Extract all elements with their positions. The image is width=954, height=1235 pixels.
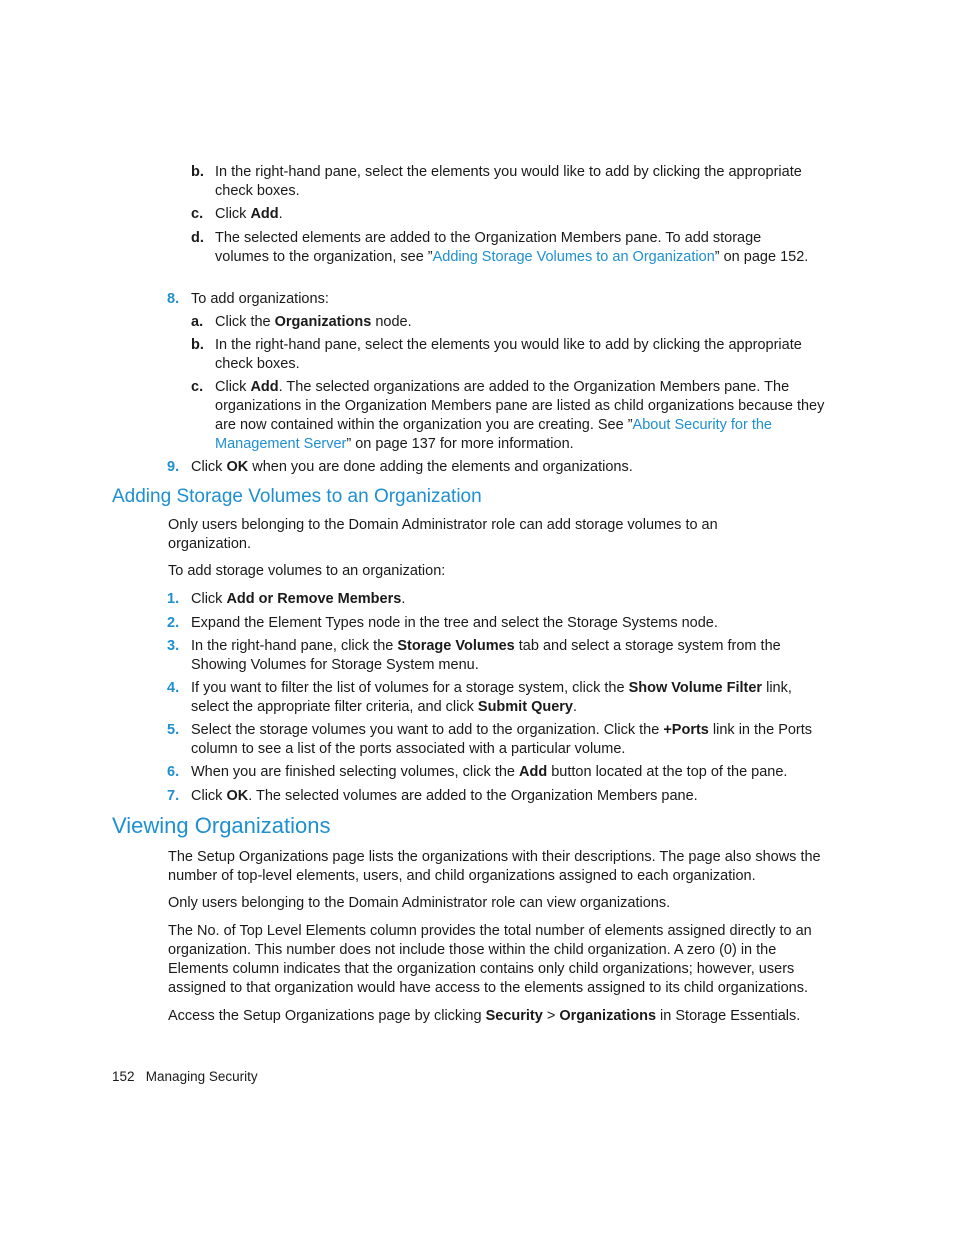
step-label-d: d. bbox=[191, 230, 204, 246]
step-label-c: c. bbox=[191, 206, 204, 222]
step-number-4: 4. bbox=[167, 680, 180, 696]
step-label-8a: a. bbox=[191, 314, 204, 330]
chapter-title: Managing Security bbox=[145, 1069, 258, 1084]
step-number-9: 9. bbox=[167, 459, 180, 475]
paragraph: Only users belonging to the Domain Administrator role can add storage volumes to an organization. bbox=[168, 517, 718, 552]
step-label-b: b. bbox=[191, 164, 204, 180]
step-number-8: 8. bbox=[167, 291, 180, 307]
step-text-7: Click OK. The selected volumes are added to the Organization Members pane. bbox=[191, 788, 698, 804]
step-text-3: In the right-hand pane, click the Storage Volumes tab and select a storage system from the Showing Volumes for Storage System menu. bbox=[191, 638, 781, 673]
step-text-9: Click OK when you are done adding the elements and organizations. bbox=[191, 459, 633, 475]
step-text-c: Click Add. bbox=[215, 206, 283, 222]
section-heading-adding-storage-volumes: Adding Storage Volumes to an Organization bbox=[112, 486, 482, 507]
step-text-8b: In the right-hand pane, select the elements you would like to add by clicking the appropriate check boxes. bbox=[215, 337, 802, 372]
step-text-d: The selected elements are added to the Organization Members pane. To add storage volumes to the organization, see ”Adding Storage Volumes to an Organization” on page 152. bbox=[215, 230, 809, 265]
step-text-8: To add organizations: bbox=[191, 291, 329, 307]
paragraph: The Setup Organizations page lists the organizations with their descriptions. The page also shows the number of top-level elements, users, and child organizations assigned to each organization. bbox=[168, 849, 821, 884]
step-text-5: Select the storage volumes you want to add to the organization. Click the +Ports link in the Ports column to see a list of the ports associated with a particular volume. bbox=[191, 722, 813, 757]
step-label-8b: b. bbox=[191, 337, 204, 353]
step-number-6: 6. bbox=[167, 764, 180, 780]
link-adding-storage-volumes[interactable]: Adding Storage Volumes to an Organization bbox=[432, 249, 715, 265]
step-text-8c: Click Add. The selected organizations are added to the Organization Members pane. The organizations in the Organization Members pane are listed as child organizations because they are now contained within the organization you are creating. See ”About Security for the Management Server” on page 137 for more information. bbox=[215, 379, 825, 452]
step-number-1: 1. bbox=[167, 591, 180, 607]
step-text-4: If you want to filter the list of volumes for a storage system, click the Show Volume Filter link, select the appropriate filter criteria, and click Submit Query. bbox=[191, 680, 792, 715]
paragraph: The No. of Top Level Elements column provides the total number of elements assigned directly to an organization. This number does not include those within the child organization. A zero (0) in the Elements column indicates that the organization contains only child organizations; however, users assigned to that organization would have access to the elements assigned to its child organizations. bbox=[168, 923, 812, 996]
page-footer bbox=[112, 1067, 258, 1086]
paragraph: To add storage volumes to an organization: bbox=[168, 563, 446, 579]
step-number-2: 2. bbox=[167, 615, 180, 631]
paragraph: Only users belonging to the Domain Administrator role can view organizations. bbox=[168, 895, 671, 911]
link-about-security[interactable]: About Security for the Management Server bbox=[215, 417, 772, 452]
step-number-7: 7. bbox=[167, 788, 180, 804]
step-label-8c: c. bbox=[191, 379, 204, 395]
step-text-b: In the right-hand pane, select the elements you would like to add by clicking the appropriate check boxes. bbox=[215, 164, 802, 199]
page-number: 152 bbox=[112, 1069, 135, 1084]
step-number-3: 3. bbox=[167, 638, 180, 654]
section-heading-viewing-organizations: Viewing Organizations bbox=[112, 813, 331, 838]
step-text-2: Expand the Element Types node in the tree and select the Storage Systems node. bbox=[191, 615, 718, 631]
step-text-1: Click Add or Remove Members. bbox=[191, 591, 406, 607]
step-text-8a: Click the Organizations node. bbox=[215, 314, 412, 330]
step-text-6: When you are finished selecting volumes, click the Add button located at the top of the pane. bbox=[191, 764, 788, 780]
step-number-5: 5. bbox=[167, 722, 180, 738]
paragraph: Access the Setup Organizations page by clicking Security > Organizations in Storage Essentials. bbox=[168, 1008, 801, 1024]
